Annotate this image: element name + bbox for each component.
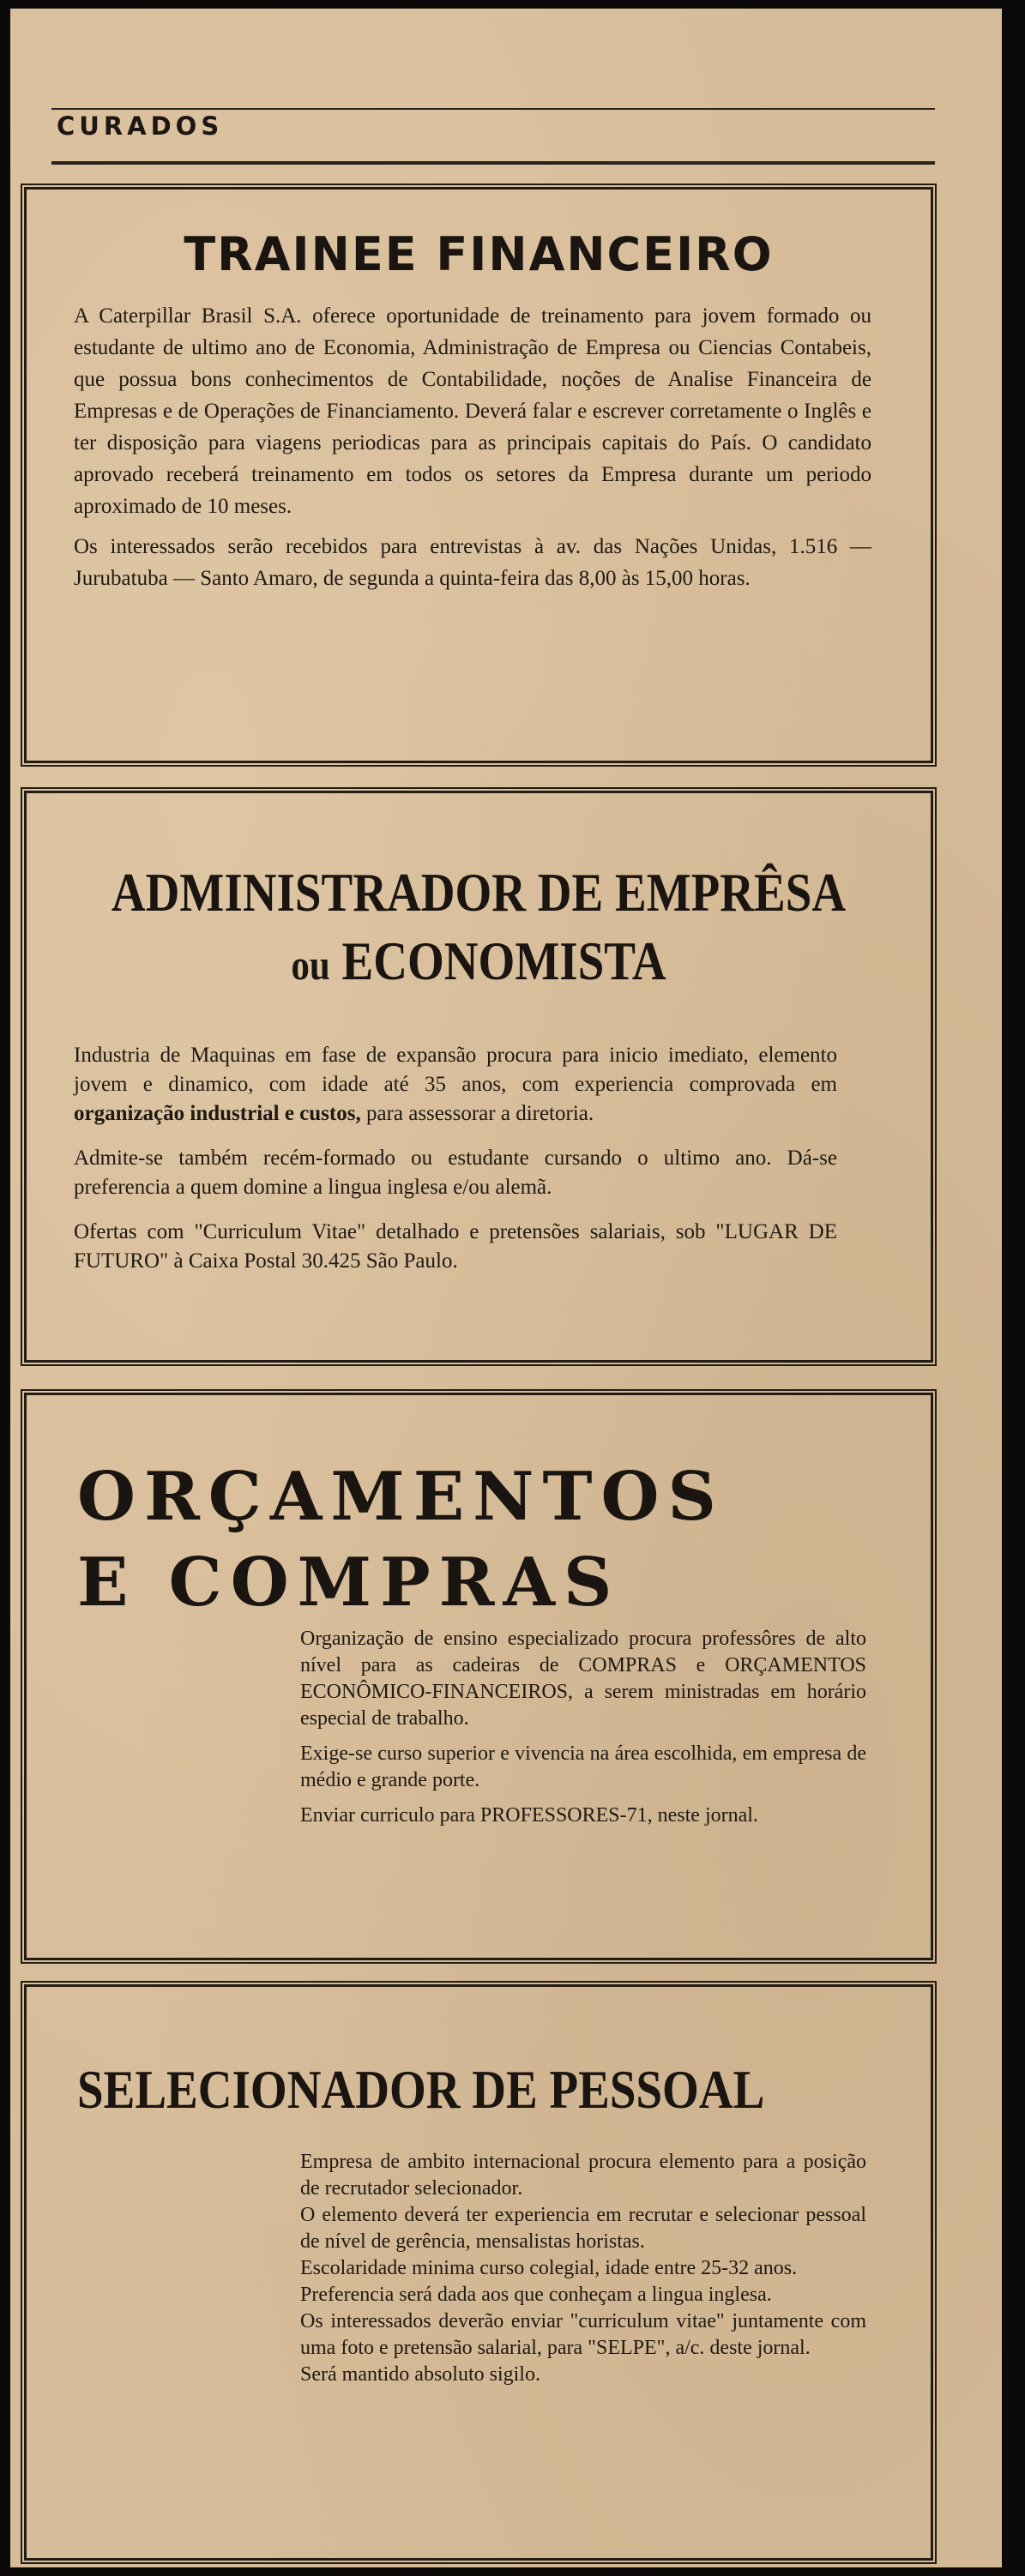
header-rule-top xyxy=(51,108,935,110)
ad-trainee-financeiro xyxy=(21,184,937,767)
ad-body xyxy=(74,300,871,603)
ad-text: para assessorar a diretoria. xyxy=(360,1102,594,1125)
section-header: CURADOS xyxy=(57,111,224,141)
ad-paragraph: O elemento deverá ter experiencia em recrutar e selecionar pessoal de nível de gerência, mensalistas horistas. xyxy=(300,2204,866,2253)
ad-body xyxy=(300,2149,866,2388)
ad-paragraph: Será mantido absoluto sigilo. xyxy=(300,2363,540,2386)
scan-border xyxy=(1002,0,1025,2576)
ad-title: SELECIONADOR DE PESSOAL xyxy=(77,2059,765,2120)
ad-title: TRAINEE FINANCEIRO xyxy=(184,227,774,281)
ad-text-bold: organização industrial e custos, xyxy=(74,1102,361,1125)
ad-administrador-economista xyxy=(21,787,937,1366)
ad-title-line1: ORÇAMENTOS xyxy=(77,1458,725,1536)
ad-orcamentos-compras xyxy=(21,1389,937,1964)
ad-paragraph: Preferencia será dada aos que conheçam a lingua inglesa. xyxy=(300,2284,772,2306)
header-rule-bottom xyxy=(51,161,935,165)
ad-selecionador-pessoal xyxy=(21,1981,937,2564)
ad-paragraph: Exige-se curso superior e vivencia na área escolhida, em empresa de médio e grande porte. xyxy=(300,1742,866,1791)
ad-text: Industria de Maquinas em fase de expansão procura para inicio imediato, elemento jovem e dinamico, com idade até 35 anos, com experiencia comprovada em xyxy=(74,1044,837,1096)
ad-paragraph: Organização de ensino especializado procura professôres de alto nível para as cadeiras de COMPRAS e ORÇAMENTOS ECONÔMICO-FINANCEIROS, a serem ministradas em horário especial de trabalho. xyxy=(300,1628,866,1730)
ad-title-word: ECONOMISTA xyxy=(341,930,666,991)
ad-paragraph: Os interessados serão recebidos para entrevistas à av. das Nações Unidas, 1.516 — Jurubatuba — Santo Amaro, de segunda a quinta-feira das 8,00 às 15,00 horas. xyxy=(74,535,871,590)
ad-paragraph: Escolaridade minima curso colegial, idade entre 25-32 anos. xyxy=(300,2257,798,2279)
ad-paragraph: Admite-se também recém-formado ou estudante cursando o ultimo ano. Dá-se preferencia a quem domine a lingua inglesa e/ou alemã. xyxy=(74,1147,837,1199)
ad-body xyxy=(300,1626,866,1838)
ad-paragraph: Os interessados deverão enviar "curriculum vitae" juntamente com uma foto e pretensão salarial, para "SELPE", a/c. deste jornal. xyxy=(300,2310,866,2359)
ad-body xyxy=(74,1041,837,1291)
ad-paragraph: Empresa de ambito internacional procura elemento para a posição de recrutador selecionador. xyxy=(300,2151,866,2200)
ad-paragraph: Enviar curriculo para PROFESSORES-71, neste jornal. xyxy=(300,1804,758,1827)
ad-paragraph xyxy=(74,1041,837,1129)
ad-title-line1: ADMINISTRADOR DE EMPRÊSA xyxy=(111,862,847,923)
ad-title-line2 xyxy=(89,930,868,993)
ad-paragraph: A Caterpillar Brasil S.A. oferece oportunidade de treinamento para jovem formado ou estudante de ultimo ano de Economia, Administração de Empresa ou Ciencias Contabeis, que possua bons conhecimentos de Contabilidade, noções de Analise Financeira de Empresas e de Operações de Financiamento. Deverá falar e escrever corretamente o Inglês e ter disposição para viagens periodicas para as principais capitais do País. O candidato aprovado receberá treinamento em todos os setores da Empresa durante um periodo aproximado de 10 meses. xyxy=(74,304,871,518)
ad-title-connector: ou xyxy=(291,941,330,989)
ad-paragraph: Ofertas com "Curriculum Vitae" detalhado e pretensões salariais, sob "LUGAR DE FUTURO" à Caixa Postal 30.425 São Paulo. xyxy=(74,1220,837,1273)
ad-title-line2: E COMPRAS xyxy=(77,1544,621,1622)
